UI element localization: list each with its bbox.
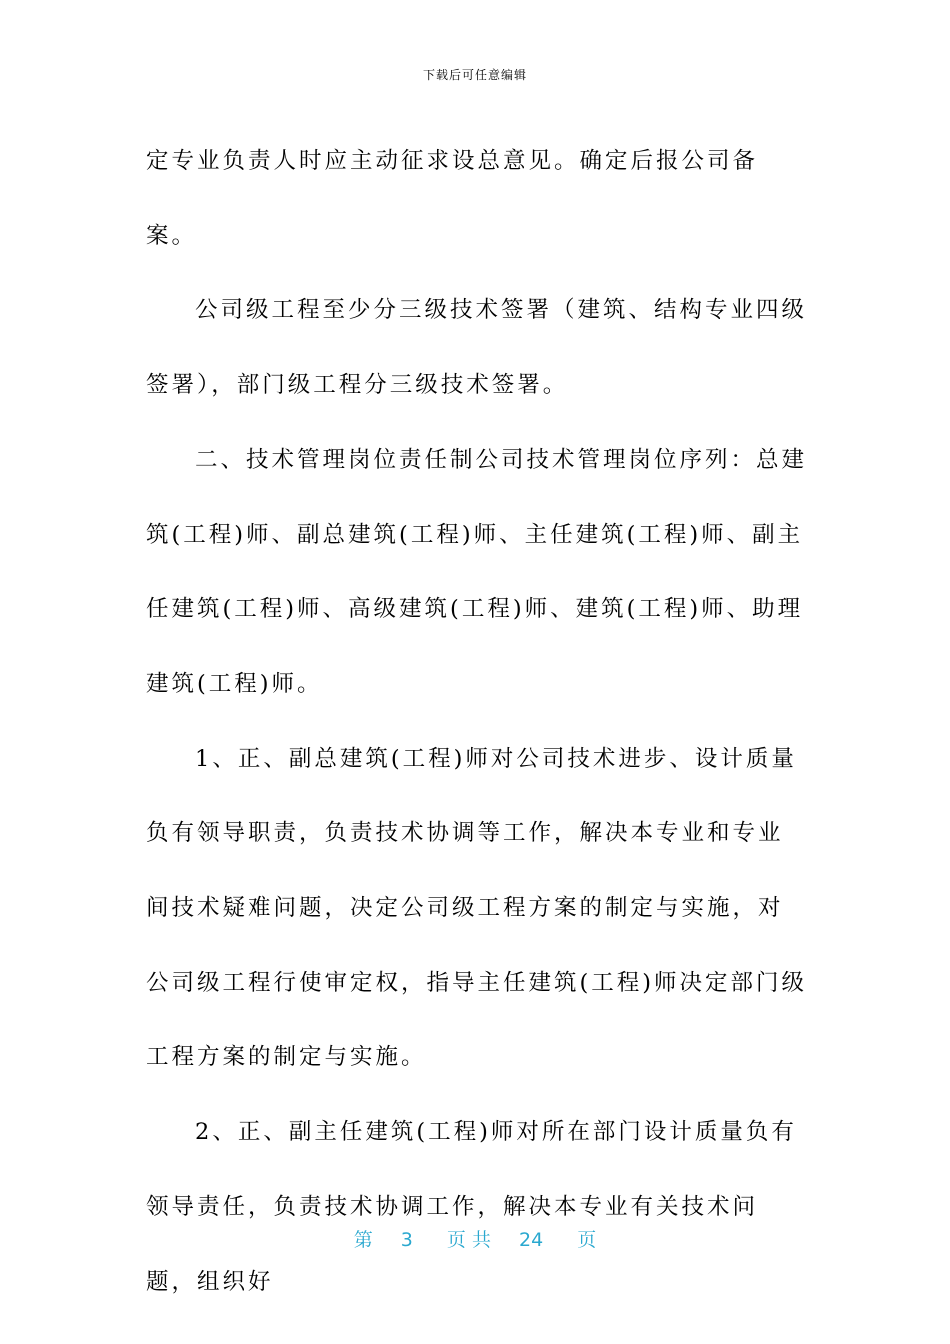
paragraph-5: 2、正、副主任建筑(工程)师对所在部门设计质量负有领导责任，负责技术协调工作，解决本专业有关技术问题，组织好 [146,1119,797,1295]
page-footer [0,1225,950,1252]
header-note: 下载后可任意编辑 [422,68,527,82]
footer-total-pages: 24 [519,1229,544,1251]
footer-suffix: 页 [577,1229,597,1251]
paragraph-1: 定专业负责人时应主动征求设总意见。确定后报公司备案。 [146,148,759,249]
footer-prefix: 第 [353,1229,373,1251]
document-body [146,124,808,1319]
paragraph-4: 1、正、副总建筑(工程)师对公司技术进步、设计质量负有领导职责，负责技术协调等工作，解决本专业和专业间技术疑难问题，决定公司级工程方案的制定与实施，对公司级工程行使审定权，指导主任建筑(工程)师决定部门级工程方案的制定与实施。 [146,745,808,1071]
footer-middle: 页 共 [446,1229,491,1251]
footer-current-page: 3 [400,1229,413,1251]
paragraph-2: 公司级工程至少分三级技术签署（建筑、结构专业四级签署），部门级工程分三级技术签署。 [146,297,808,399]
paragraph-3: 二、技术管理岗位责任制公司技术管理岗位序列：总建筑(工程)师、副总建筑(工程)师、主任建筑(工程)师、副主任建筑(工程)师、高级建筑(工程)师、建筑(工程)师、助理建筑(工程)师。 [146,446,808,697]
